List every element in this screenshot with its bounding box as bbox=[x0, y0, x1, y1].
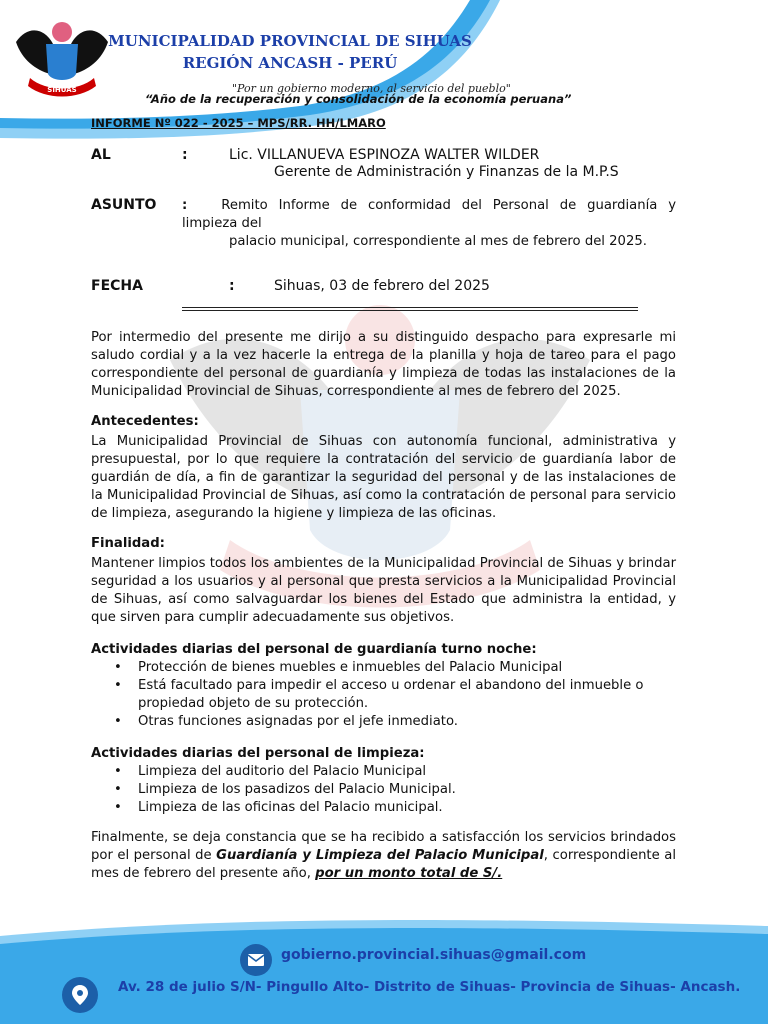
slogan-year: “Año de la recuperación y consolidación de la economía peruana” bbox=[145, 92, 572, 106]
closing-paragraph bbox=[91, 829, 676, 883]
subject-label: ASUNTO bbox=[91, 197, 157, 213]
list-item: • Otras funciones asignadas por el jefe inmediato. bbox=[138, 713, 676, 731]
divider-bottom bbox=[182, 310, 638, 311]
finalidad-heading: Finalidad: bbox=[91, 536, 165, 551]
list-item: • Protección de bienes muebles e inmuebles del Palacio Municipal bbox=[138, 659, 676, 677]
clean-activities-heading: Actividades diarias del personal de limpieza: bbox=[91, 746, 425, 761]
antecedentes-heading: Antecedentes: bbox=[91, 414, 199, 429]
to-colon: : bbox=[182, 147, 188, 163]
antecedentes-paragraph: La Municipalidad Provincial de Sihuas con autonomía funcional, administrativa y presupuestal, por lo que requiere la contratación del servicio de guardianía labor de guardián de día, a fin de garantizar la seguridad del personal y de las instalaciones de la Municipalidad Provincial de Sihuas, así como la contratación de personal para servicio de limpieza, asegurando la higiene y limpieza de las oficinas. bbox=[91, 434, 676, 521]
footer-address: Av. 28 de julio S/N- Pingullo Alto- Distrito de Sihuas- Provincia de Sihuas- Ancash. bbox=[118, 979, 741, 995]
date-colon: : bbox=[229, 278, 235, 294]
slogan-government: "Por un gobierno moderno, al servicio del pueblo" bbox=[232, 82, 511, 95]
list-item: • Limpieza de los pasadizos del Palacio Municipal. bbox=[138, 781, 676, 799]
email-icon bbox=[240, 944, 272, 976]
finalidad-paragraph: Mantener limpios todos los ambientes de la Municipalidad Provincial de Sihuas y brindar seguridad a los usuarios y al personal que presta servicios a la Municipalidad Provincial de Sihuas, así como salvaguardar los bienes del Estado que administra la entidad, y que sirven para cumplir adecuadamente sus objetivos. bbox=[91, 556, 676, 625]
letter-body bbox=[91, 329, 676, 883]
footer-email: gobierno.provincial.sihuas@gmail.com bbox=[281, 947, 587, 963]
to-label: AL bbox=[91, 147, 111, 163]
org-region: REGIÓN ANCASH - PERÚ bbox=[182, 54, 398, 72]
recipient-title: Gerente de Administración y Finanzas de la M.P.S bbox=[274, 164, 619, 180]
closing-amount-emphasis: por un monto total de S/. bbox=[315, 866, 503, 881]
report-reference: INFORME Nº 022 - 2025 – MPS/RR. HH/LMARO bbox=[91, 116, 386, 130]
date-value: Sihuas, 03 de febrero del 2025 bbox=[274, 278, 490, 294]
subject-colon: : bbox=[182, 198, 188, 213]
list-item: • Limpieza de las oficinas del Palacio municipal. bbox=[138, 799, 676, 817]
footer-wave bbox=[0, 914, 768, 1024]
closing-text-2: , correspondiente al mes de febrero del presente año, bbox=[91, 848, 676, 881]
subject-line1: Remito Informe de conformidad del Personal de guardianía y limpieza del bbox=[182, 198, 676, 231]
closing-text-1: Finalmente, se deja constancia que se ha recibido a satisfacción los servicios brindados por el personal de bbox=[91, 830, 676, 863]
intro-paragraph: Por intermedio del presente me dirijo a su distinguido despacho para expresarle mi saludo cordial y a la vez hacerle la entrega de la planilla y hoja de tareo para el pago correspondiente del personal de guardianía y limpieza de todas las instalaciones de la Municipalidad Provincial de Sihuas, correspondiente al mes de febrero del 2025. bbox=[91, 330, 676, 399]
recipient-name: Lic. VILLANUEVA ESPINOZA WALTER WILDER bbox=[229, 147, 540, 163]
closing-service-emphasis: Guardianía y Limpieza del Palacio Municipal bbox=[216, 848, 544, 863]
municipal-logo bbox=[10, 12, 114, 104]
divider-top bbox=[182, 307, 638, 308]
logo-text: SIHUAS bbox=[47, 86, 77, 94]
location-pin-icon bbox=[62, 977, 98, 1013]
list-item: • Limpieza del auditorio del Palacio Municipal bbox=[138, 763, 676, 781]
guard-activities-list bbox=[91, 659, 676, 731]
org-name: MUNICIPALIDAD PROVINCIAL DE SIHUAS bbox=[108, 32, 472, 50]
clean-activities-list bbox=[91, 763, 676, 817]
guard-activities-heading: Actividades diarias del personal de guardianía turno noche: bbox=[91, 642, 537, 657]
list-item: • Está facultado para impedir el acceso u ordenar el abandono del inmueble o propiedad objeto de su protección. bbox=[138, 677, 676, 713]
subject-text bbox=[182, 197, 676, 251]
subject-line2: palacio municipal, correspondiente al mes de febrero del 2025. bbox=[229, 234, 647, 249]
date-label: FECHA bbox=[91, 278, 143, 294]
